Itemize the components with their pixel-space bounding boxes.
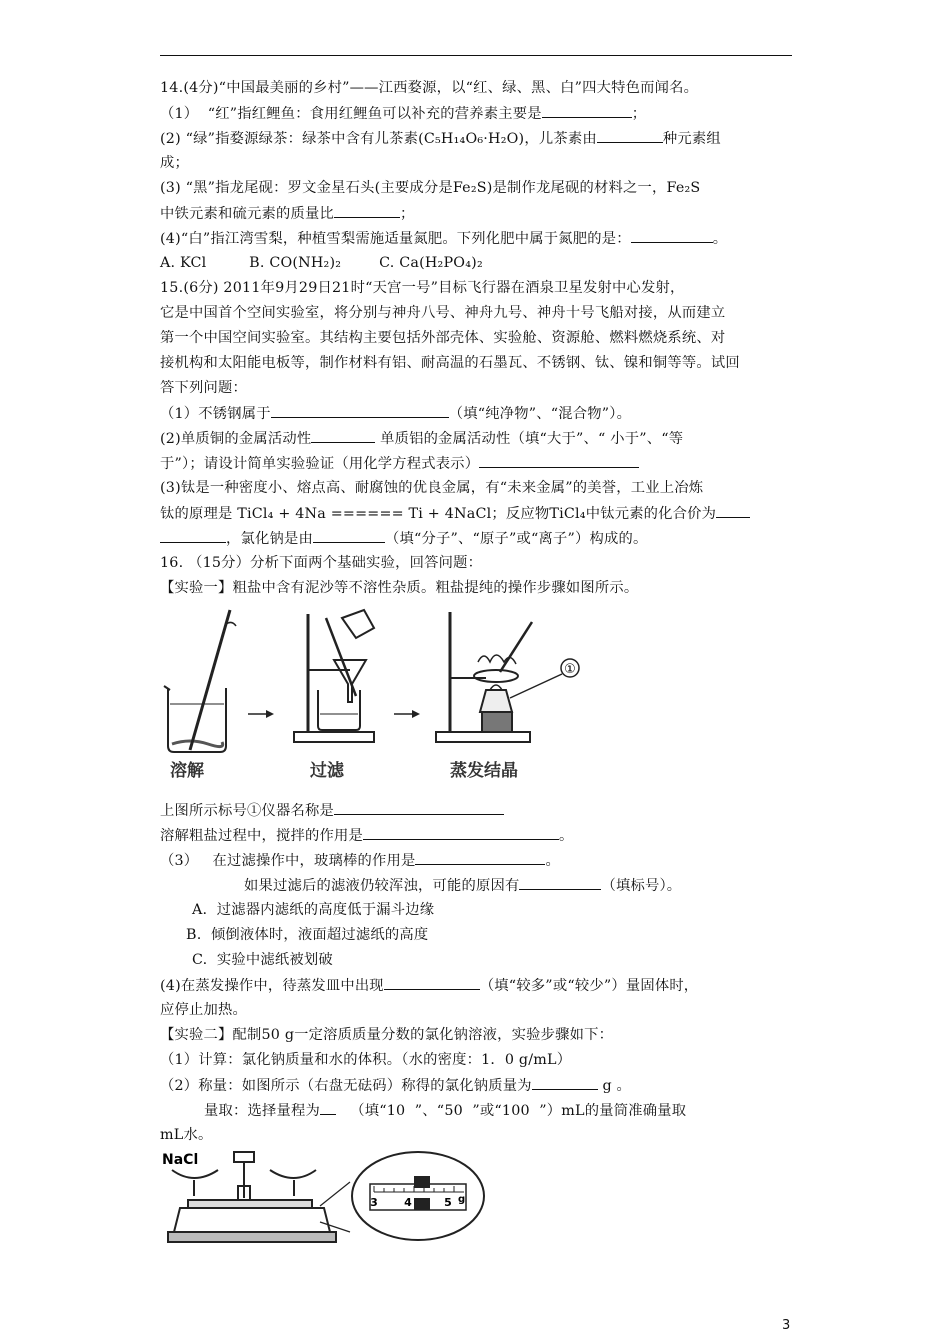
arrow-icon	[248, 710, 274, 718]
answer-blank[interactable]	[320, 1100, 336, 1115]
q16-sub5-cont: 应停止加热。	[160, 1002, 247, 1018]
step-calculate: （1）计算：氯化钠质量和水的体积。（水的密度：1．0 g/mL）	[160, 1052, 572, 1068]
q15-line6: （1）不锈钢属于 （填“纯净物”、“混合物”）。	[160, 403, 631, 424]
option-c: C. 实验中滤纸被划破	[192, 952, 333, 968]
q16-sub4: 如果过滤后的滤液仍较浑浊，可能的原因有 （填标号）。	[244, 875, 681, 896]
ruler-tick-4: 4	[404, 1196, 412, 1209]
q16-sub1: 上图所示标号①仪器名称是	[160, 800, 504, 821]
answer-blank[interactable]	[519, 875, 601, 890]
q14-line3: (2) “绿”指婺源绿茶：绿茶中含有儿茶素(C₅H₁₄O₆·H₂O)，儿茶素由 种元素组	[160, 128, 721, 149]
option-b: B. 倾倒液体时，液面超过滤纸的高度	[186, 927, 429, 943]
step-weigh: （2）称量：如图所示（右盘无砝码）称得的氯化钠质量为 g 。	[160, 1075, 631, 1096]
q14-options: A. KCl B. CO(NH₂)₂ C. Ca(H₂PO₄)₂	[160, 255, 483, 271]
q16-line1: 16. （15分）分析下面两个基础实验，回答问题：	[160, 555, 483, 571]
q14-line1: 14.(4分)“中国最美丽的乡村”——江西婺源，以“红、绿、黑、白”四大特色而闻名。	[160, 80, 699, 96]
q15-line1: 15.(6分) 2011年9月29日21时“天宫一号”目标飞行器在酒泉卫星发射中心发射，	[160, 280, 685, 296]
answer-blank[interactable]	[271, 403, 449, 418]
q15-line4: 接机构和太阳能电板等，制作材料有铝、耐高温的石墨瓦、不锈钢、钛、镍和铜等等。试回	[160, 355, 740, 371]
beaker-dissolving-icon	[164, 610, 236, 752]
instrument-marker: ①	[564, 662, 576, 677]
answer-blank[interactable]	[160, 528, 226, 543]
step-measure: 量取：选择量程为 （填“10 ”、“50 ”或“100 ”）mL的量筒准确量取	[204, 1100, 686, 1121]
nacl-label: NaCl	[162, 1152, 199, 1168]
q14-line2: （1） “红”指红鲤鱼：食用红鲤鱼可以补充的营养素主要是 ；	[160, 103, 646, 124]
answer-blank[interactable]	[363, 825, 559, 840]
answer-blank[interactable]	[597, 128, 663, 143]
q15-line10: 钛的原理是 TiCl₄ + 4Na ====== Ti + 4NaCl；反应物TiCl₄中钛元素的化合价为	[160, 503, 750, 524]
option-a: A. 过滤器内滤纸的高度低于漏斗边缘	[192, 902, 435, 918]
experiment-two-heading: 【实验二】配制50 g一定溶质质量分数的氯化钠溶液，实验步骤如下：	[160, 1027, 614, 1043]
answer-blank[interactable]	[334, 800, 504, 815]
answer-blank[interactable]	[311, 428, 375, 443]
filtration-setup-icon	[294, 610, 374, 742]
q16-sub5: (4)在蒸发操作中，待蒸发皿中出现 （填“较多”或“较少”）量固体时，	[160, 975, 698, 996]
step-measure-cont: mL水。	[160, 1127, 213, 1143]
q16-sub2: 溶解粗盐过程中，搅拌的作用是 。	[160, 825, 573, 846]
answer-blank[interactable]	[479, 453, 639, 468]
ruler-unit: g	[458, 1194, 466, 1205]
caption-evaporate: 蒸发结晶	[450, 761, 518, 781]
arrow-icon	[394, 710, 420, 718]
answer-blank[interactable]	[532, 1075, 598, 1090]
q15-line11: ，氯化钠是由 （填“分子”、“原子”或“离子”）构成的。	[160, 528, 648, 549]
q15-line7: (2)单质铜的金属活动性 单质铝的金属活动性（填“大于”、“ 小于”、“等	[160, 428, 683, 449]
answer-blank[interactable]	[313, 528, 385, 543]
answer-blank[interactable]	[716, 503, 750, 518]
header-rule	[160, 55, 792, 56]
q15-line8: 于”）；请设计简单实验验证（用化学方程式表示）	[160, 453, 639, 474]
answer-blank[interactable]	[631, 228, 713, 243]
caption-filter: 过滤	[310, 761, 344, 781]
scale-magnifier-icon	[352, 1152, 484, 1240]
q15-line5: 答下列问题：	[160, 380, 247, 396]
q14-line7: (4)“白”指江湾雪梨，种植雪梨需施适量氮肥。下列化肥中属于氮肥的是： 。	[160, 228, 727, 249]
evaporation-setup-icon	[436, 612, 579, 742]
experiment-one-heading: 【实验一】粗盐中含有泥沙等不溶性杂质。粗盐提纯的操作步骤如图所示。	[160, 580, 639, 596]
q14-line6: 中铁元素和硫元素的质量比 ；	[160, 203, 414, 224]
q15-line9: (3)钛是一种密度小、熔点高、耐腐蚀的优良金属，有“未来金属”的美誉，工业上冶炼	[160, 480, 704, 496]
page-number: 3	[782, 1318, 791, 1333]
q15-line2: 它是中国首个空间实验室，将分别与神舟八号、神舟九号、神舟十号飞船对接，从而建立	[160, 305, 726, 321]
answer-blank[interactable]	[384, 975, 480, 990]
ruler-tick-3: 3	[370, 1196, 378, 1209]
ruler-tick-5: 5	[444, 1196, 452, 1209]
answer-blank[interactable]	[415, 850, 545, 865]
q14-line5: (3) “黑”指龙尾砚：罗文金星石头(主要成分是Fe₂S)是制作龙尾砚的材料之一，Fe₂S	[160, 180, 701, 196]
salt-purification-figure	[160, 604, 600, 786]
q14-line4: 成；	[160, 155, 189, 171]
caption-dissolve: 溶解	[170, 761, 204, 781]
answer-blank[interactable]	[334, 203, 400, 218]
q16-sub3: （3） 在过滤操作中，玻璃棒的作用是 。	[160, 850, 560, 871]
balance-figure	[160, 1146, 485, 1256]
answer-blank[interactable]	[542, 103, 632, 118]
q15-line3: 第一个中国空间实验室。其结构主要包括外部壳体、实验舱、资源舱、燃料燃烧系统、对	[160, 330, 726, 346]
